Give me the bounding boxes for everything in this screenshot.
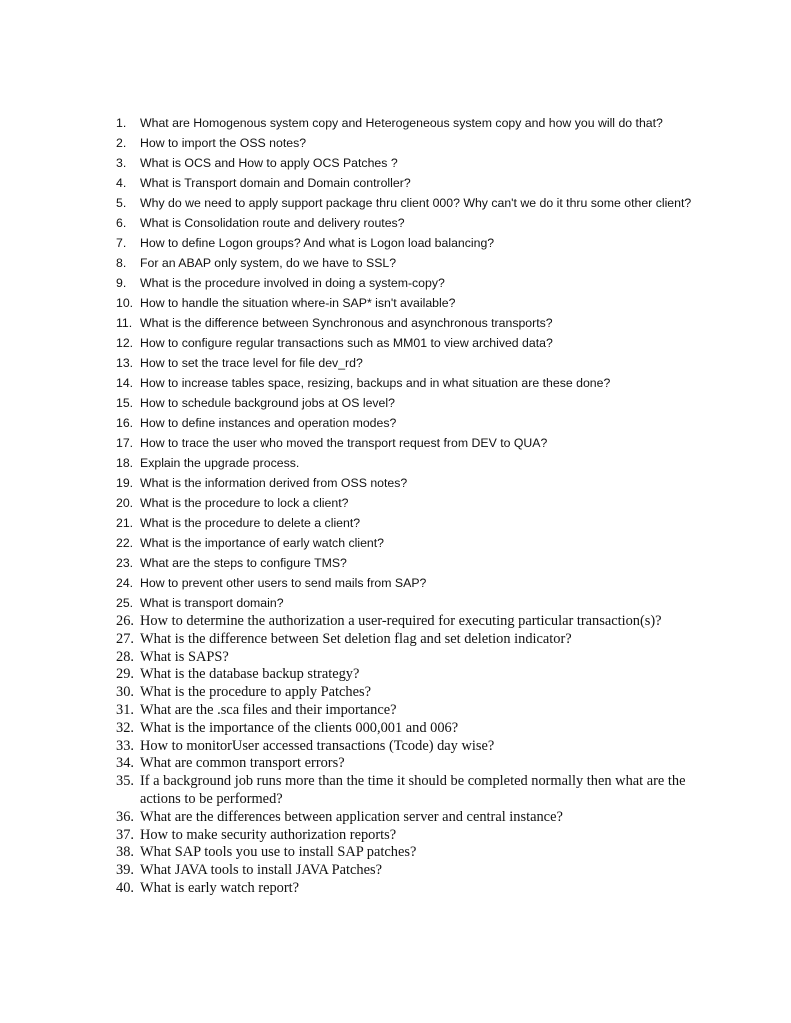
question-list — [116, 113, 716, 898]
list-item — [116, 393, 716, 413]
item-text: How to monitorUser accessed transactions (Tcode) day wise? — [140, 737, 495, 754]
item-number: 1. — [116, 116, 127, 130]
item-number: 20. — [116, 496, 134, 510]
item-text: How to configure regular transactions such as MM01 to view archived data? — [140, 336, 553, 350]
list-item — [116, 173, 716, 193]
list-item — [116, 333, 716, 353]
list-item — [116, 273, 716, 293]
list-item — [116, 880, 716, 898]
item-text: What is early watch report? — [140, 879, 300, 896]
item-text: What is transport domain? — [140, 596, 284, 610]
item-text: Explain the upgrade process. — [140, 456, 300, 470]
item-text: What is the information derived from OSS notes? — [140, 476, 408, 490]
item-text: How to define Logon groups? And what is Logon load balancing? — [140, 236, 495, 250]
item-number: 37. — [116, 826, 134, 843]
item-text: What is Consolidation route and delivery routes? — [140, 216, 405, 230]
item-text: What is the procedure to delete a client? — [140, 516, 361, 530]
list-item — [116, 413, 716, 433]
item-number: 17. — [116, 436, 134, 450]
item-number: 33. — [116, 737, 134, 754]
item-number: 15. — [116, 396, 134, 410]
list-item — [116, 631, 716, 649]
item-number: 11. — [116, 316, 133, 330]
list-item — [116, 213, 716, 233]
list-item — [116, 473, 716, 493]
item-text: What is the importance of the clients 000,001 and 006? — [140, 719, 459, 736]
item-text: What is the difference between Set deletion flag and set deletion indicator? — [140, 630, 572, 647]
item-text: How to set the trace level for file dev_rd? — [140, 356, 363, 370]
item-number: 38. — [116, 844, 134, 861]
item-number: 16. — [116, 416, 134, 430]
item-text: How to define instances and operation modes? — [140, 416, 397, 430]
item-number: 34. — [116, 755, 134, 772]
list-item — [116, 373, 716, 393]
item-number: 19. — [116, 476, 134, 490]
item-text: What is Transport domain and Domain controller? — [140, 176, 411, 190]
list-item — [116, 827, 716, 845]
item-text: How to import the OSS notes? — [140, 136, 307, 150]
item-number: 40. — [116, 879, 134, 896]
item-text: How to increase tables space, resizing, backups and in what situation are these done? — [140, 376, 611, 390]
item-text: What JAVA tools to install JAVA Patches? — [140, 862, 382, 879]
list-item — [116, 433, 716, 453]
item-number: 9. — [116, 276, 127, 290]
item-text: How to make security authorization reports? — [140, 826, 397, 843]
item-text: How to handle the situation where-in SAP* isn't available? — [140, 296, 456, 310]
list-item — [116, 113, 716, 133]
item-text: What is the database backup strategy? — [140, 666, 360, 683]
list-item — [116, 153, 716, 173]
item-number: 7. — [116, 236, 127, 250]
item-text: What are common transport errors? — [140, 755, 345, 772]
list-item — [116, 313, 716, 333]
list-item — [116, 862, 716, 880]
list-item — [116, 253, 716, 273]
item-number: 29. — [116, 666, 134, 683]
item-text: What is OCS and How to apply OCS Patches ? — [140, 156, 398, 170]
item-number: 32. — [116, 719, 134, 736]
item-text: How to trace the user who moved the transport request from DEV to QUA? — [140, 436, 548, 450]
list-item — [116, 233, 716, 253]
item-text: What is the procedure to lock a client? — [140, 496, 349, 510]
item-number: 12. — [116, 336, 134, 350]
list-item — [116, 193, 716, 213]
list-item — [116, 613, 716, 631]
item-number: 14. — [116, 376, 134, 390]
item-text: For an ABAP only system, do we have to SSL? — [140, 256, 397, 270]
item-number: 18. — [116, 456, 134, 470]
item-text: How to schedule background jobs at OS level? — [140, 396, 395, 410]
list-item — [116, 533, 716, 553]
list-item — [116, 133, 716, 153]
item-text: Why do we need to apply support package thru client 000? Why can't we do it thru some other client? — [140, 196, 692, 210]
item-number: 5. — [116, 196, 127, 210]
item-text: What is the procedure involved in doing a system-copy? — [140, 276, 445, 290]
item-text: What are the .sca files and their importance? — [140, 701, 397, 718]
item-number: 23. — [116, 556, 134, 570]
list-item — [116, 844, 716, 862]
item-text: How to determine the authorization a user-required for executing particular transaction(s)? — [140, 613, 662, 629]
item-number: 30. — [116, 684, 134, 701]
item-number: 36. — [116, 808, 134, 825]
item-number: 27. — [116, 630, 134, 647]
item-number: 35. — [116, 773, 134, 790]
item-text: What are the differences between application server and central instance? — [140, 808, 563, 825]
item-number: 6. — [116, 216, 127, 230]
list-item — [116, 353, 716, 373]
item-number: 31. — [116, 701, 134, 718]
list-item — [116, 720, 716, 738]
item-number: 28. — [116, 648, 134, 665]
list-item — [116, 684, 716, 702]
item-number: 4. — [116, 176, 127, 190]
item-number: 22. — [116, 536, 134, 550]
list-item — [116, 573, 716, 593]
list-item — [116, 666, 716, 684]
list-item — [116, 773, 716, 809]
item-number: 26. — [116, 613, 134, 629]
list-item — [116, 755, 716, 773]
item-text: What is the procedure to apply Patches? — [140, 684, 371, 701]
item-text: What is the importance of early watch client? — [140, 536, 384, 550]
item-number: 10. — [116, 296, 134, 310]
list-item — [116, 513, 716, 533]
list-item — [116, 702, 716, 720]
list-item — [116, 493, 716, 513]
item-number: 24. — [116, 576, 134, 590]
item-number: 2. — [116, 136, 127, 150]
list-item — [116, 649, 716, 667]
item-text: What is SAPS? — [140, 648, 229, 665]
list-item — [116, 738, 716, 756]
list-item — [116, 453, 716, 473]
list-item — [116, 293, 716, 313]
item-number: 25. — [116, 596, 134, 610]
item-number: 39. — [116, 862, 134, 879]
item-number: 21. — [116, 516, 134, 530]
item-number: 3. — [116, 156, 127, 170]
item-text: How to prevent other users to send mails from SAP? — [140, 576, 427, 590]
list-item — [116, 553, 716, 573]
item-text: If a background job runs more than the time it should be completed normally then what are the actions to be performed? — [140, 773, 686, 807]
item-number: 8. — [116, 256, 127, 270]
item-number: 13. — [116, 356, 134, 370]
item-text: What SAP tools you use to install SAP patches? — [140, 844, 417, 861]
item-text: What are the steps to configure TMS? — [140, 556, 347, 570]
item-text: What is the difference between Synchronous and asynchronous transports? — [140, 316, 553, 330]
list-item — [116, 593, 716, 613]
item-text: What are Homogenous system copy and Heterogeneous system copy and how you will do that? — [140, 116, 663, 130]
list-item — [116, 809, 716, 827]
